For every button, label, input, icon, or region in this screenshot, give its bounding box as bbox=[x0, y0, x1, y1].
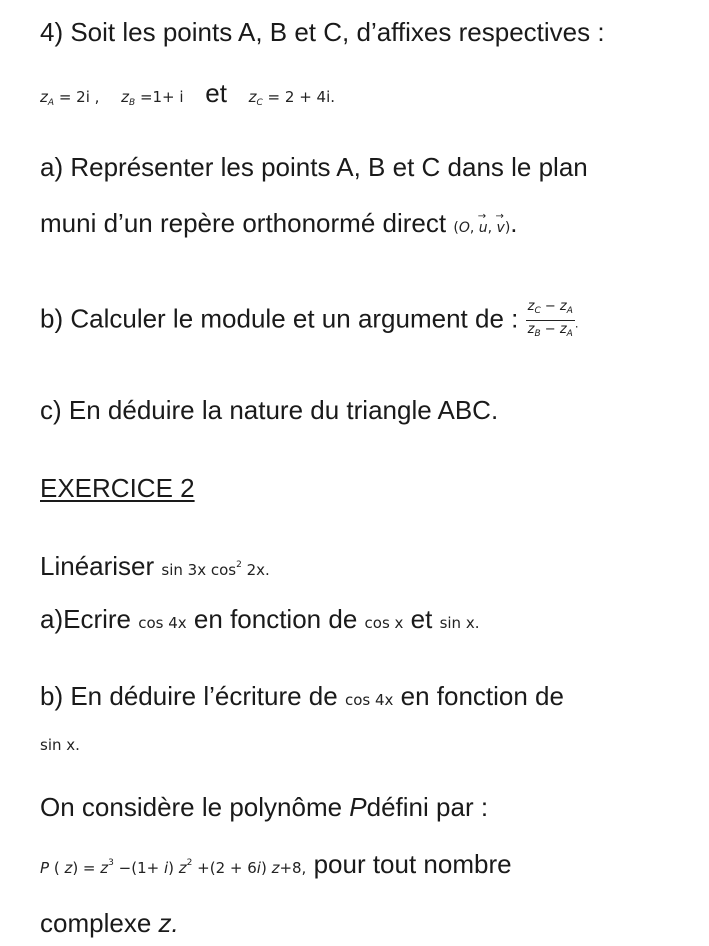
poly-last: complexe z. bbox=[40, 908, 179, 938]
qa-line1: a) Représenter les points A, B et C dans le plan bbox=[40, 152, 588, 182]
linearise-line: Linéariser sin 3x $\cos^2 2x$. bbox=[40, 551, 270, 581]
ex2-qa-line: a)Ecrire cos 4x en fonction de cos x et sin x. bbox=[40, 604, 480, 634]
zb-expr: $z_B =1+ i$ bbox=[121, 88, 184, 108]
poly-intro: On considère le polynôme Pdéfini par : bbox=[40, 792, 489, 822]
repere-expr: (O, → u, → v) bbox=[453, 220, 510, 236]
qb-statement: b) Calculer le module et un argument de : $\frac{z_C - z_A}{z_B - z_A}$ . bbox=[40, 298, 579, 343]
zc-expr: $z_C = 2 + 4i$. bbox=[248, 88, 336, 108]
poly-expr: P ( $z) = z^3 -(1+ i)$ $z^2 +(2 + 6i)$ z+8, bbox=[40, 858, 307, 877]
sinx-expr: sin x. bbox=[439, 614, 480, 632]
cos4x-expr: cos 4x bbox=[138, 614, 187, 632]
cos4x-expr-b: cos 4x bbox=[344, 691, 394, 709]
et-word: et bbox=[205, 78, 227, 108]
ratio-fraction: $\frac{z_C - z_A}{z_B - z_A}$ bbox=[527, 299, 573, 339]
qc-statement: c) En déduire la nature du triangle ABC. bbox=[40, 395, 499, 425]
qa-line2: muni d’un repère orthonormé direct (O, → u, → v). bbox=[40, 208, 518, 243]
exercice2-title: EXERCICE 2 bbox=[40, 473, 195, 503]
za-expr: $z_A = 2i$ , bbox=[40, 88, 100, 108]
q4-statement: 4) Soit les points A, B et C, d’affixes respectives : bbox=[40, 17, 605, 47]
poly-def: P ( $z) = z^3 -(1+ i)$ $z^2 +(2 + 6i)$ z+8, pour tout nombre bbox=[40, 849, 512, 879]
linearise-expr: sin 3x $\cos^2 2x$. bbox=[161, 560, 270, 579]
ex2-qb-line1: b) En déduire l’écriture de cos 4x en fonction de bbox=[40, 681, 564, 711]
cosx-expr: cos x bbox=[364, 614, 404, 632]
ex2-qb-line2: sin x. bbox=[40, 736, 80, 754]
q4-affixes bbox=[40, 78, 335, 118]
